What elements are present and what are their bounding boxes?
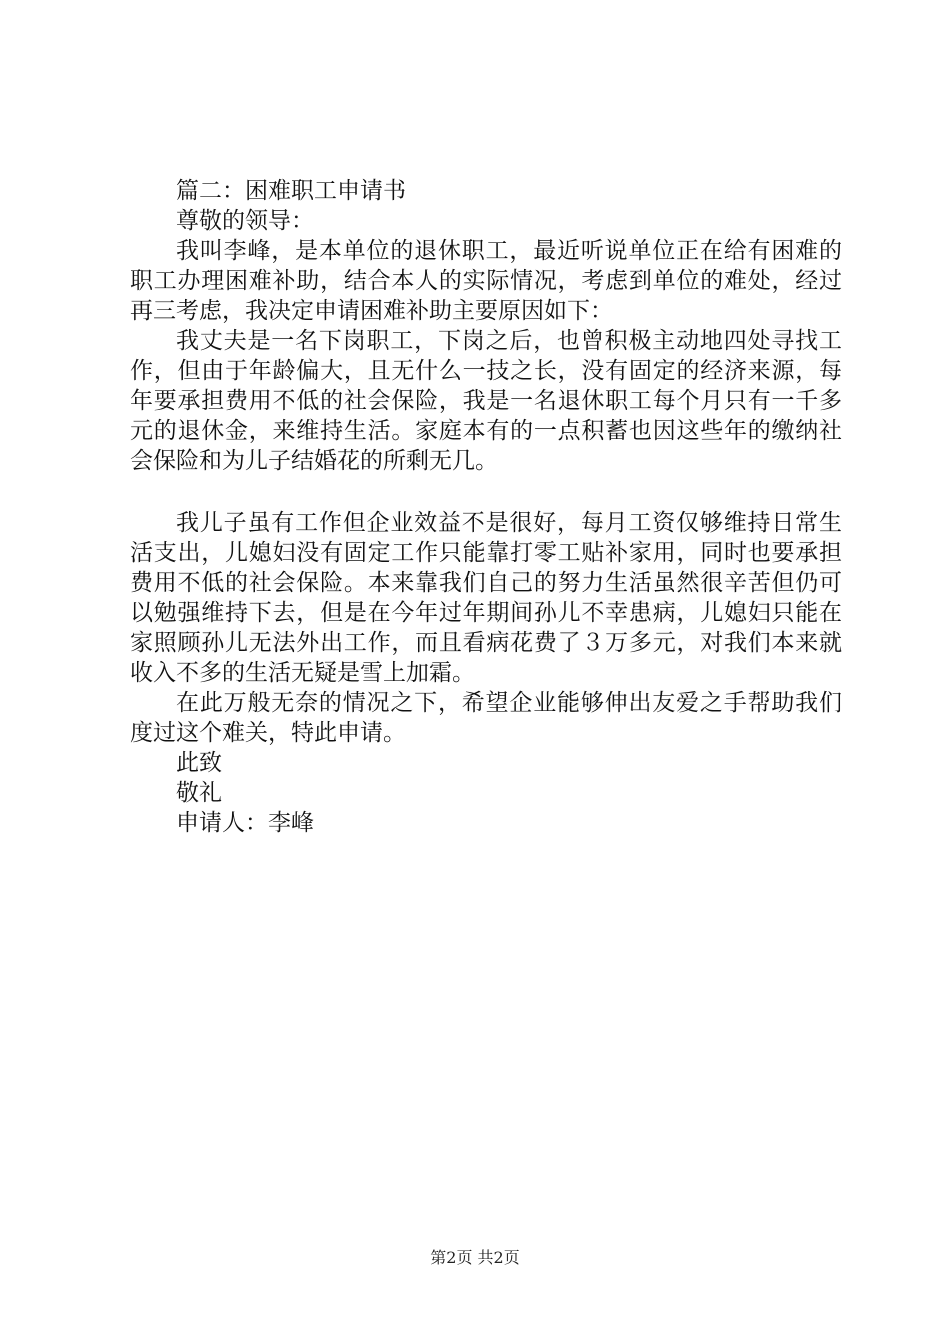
paragraph-husband: 我丈夫是一名下岗职工，下岗之后，也曾积极主动地四处寻找工作，但由于年龄偏大，且无什么一技之长，没有固定的经济来源，每年要承担费用不低的社会保险，我是一名退休职工每个月只有一千多元的退休金，来维持生活。家庭本有的一点积蓄也因这些年的缴纳社会保险和为儿子结婚花的所剩无几。 — [130, 328, 842, 474]
signature: 申请人：李峰 — [176, 810, 314, 836]
salutation: 尊敬的领导： — [176, 208, 314, 234]
closing-jingli: 敬礼 — [176, 780, 222, 806]
paragraph-son: 我儿子虽有工作但企业效益不是很好，每月工资仅够维持日常生活支出，儿媳妇没有固定工作只能靠打零工贴补家用，同时也要承担费用不低的社会保险。本来靠我们自己的努力生活虽然很辛苦但仍可以勉强维持下去，但是在今年过年期间孙儿不幸患病，儿媳妇只能在家照顾孙儿无法外出工作，而且看病花费了３万多元，对我们本来就收入不多的生活无疑是雪上加霜。 — [130, 510, 842, 686]
closing-cizhi: 此致 — [176, 750, 222, 776]
document-body — [130, 176, 842, 838]
paragraph-intro: 我叫李峰，是本单位的退休职工，最近听说单位正在给有困难的职工办理困难补助，结合本人的实际情况，考虑到单位的难处，经过再三考虑，我决定申请困难补助主要原因如下： — [130, 238, 842, 324]
document-title: 篇二：困难职工申请书 — [176, 178, 406, 204]
paragraph-request: 在此万般无奈的情况之下，希望企业能够伸出友爱之手帮助我们度过这个难关，特此申请。 — [130, 690, 842, 746]
page-footer: 第2页 共2页 — [430, 1248, 520, 1267]
